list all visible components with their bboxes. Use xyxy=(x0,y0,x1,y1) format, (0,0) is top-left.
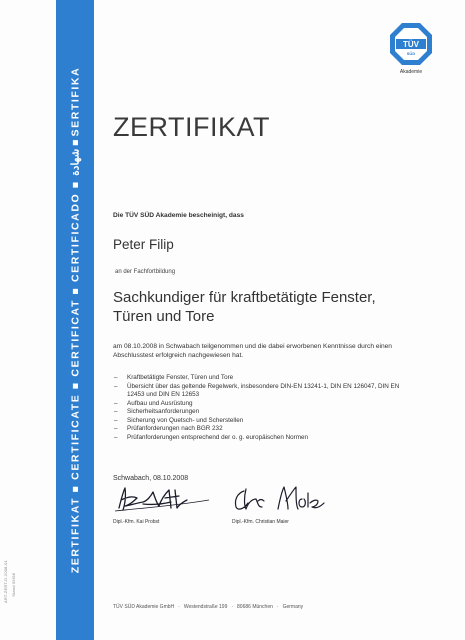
sidebar-band-text: ZERTIFIKAT ■ CERTIFICATE ■ CERTIFICAT ■ CERTIFICADO ■ شهادة ■ SERTIFIKA xyxy=(69,66,82,574)
list-item: – Kraftbetätigte Fenster, Türen und Tore xyxy=(113,374,403,383)
signer-1-name: Dipl.-Kfm. Kai Probst xyxy=(113,519,160,525)
footer-city: 80686 München xyxy=(237,604,273,610)
course-line-1: Sachkundiger für kraftbetätigte Fenster, xyxy=(113,289,376,306)
list-item: – Aufbau und Ausrüstung xyxy=(113,400,403,409)
course-line-2: Türen und Tore xyxy=(113,308,215,325)
tuv-sud-logo xyxy=(389,22,433,66)
sidebar-band-text-container xyxy=(56,0,94,640)
margin-code-1: ART-ZERT-D-2008-01 xyxy=(3,560,8,604)
list-item: – Prüfanforderungen entsprechend der o. g. europäischen Normen xyxy=(113,434,403,443)
completion-statement: am 08.10.2008 in Schwabach teilgenommen und die dabei erworbenen Kenntnisse durch einen Abschlusstest erfolgreich nachgewiesen hat. xyxy=(113,343,392,359)
signer-2-name: Dipl.-Kfm. Christian Maier xyxy=(232,519,289,525)
footer-country: Germany xyxy=(282,604,304,610)
signature-2 xyxy=(228,479,338,519)
footer-address: TÜV SÜD Akademie GmbH · Westendstraße 199 · 80686 München · Germany xyxy=(113,604,304,610)
logo-caption: Akademie xyxy=(399,69,423,75)
logo-sublabel: SÜD xyxy=(406,51,416,56)
certificate-intro: Die TÜV SÜD Akademie bescheinigt, dass xyxy=(113,212,244,219)
topics-list xyxy=(113,374,403,442)
footer-street: Westendstraße 199 xyxy=(183,604,228,610)
list-item: – Sicherung von Quetsch- und Scherstellen xyxy=(113,417,403,426)
list-item: – Übersicht über das geltende Regelwerk, insbesondere DIN-EN 13241-1, DIN EN 126047, DIN EN 12453 und DIN EN 12653 xyxy=(113,383,403,400)
signature-1 xyxy=(113,478,213,518)
certificate-title: ZERTIFIKAT xyxy=(113,112,271,142)
course-title xyxy=(113,288,443,326)
footer-org: TÜV SÜD Akademie GmbH xyxy=(113,604,175,610)
margin-code-2: Stand 05/08 xyxy=(11,573,16,597)
place-date: Schwabach, 08.10.2008 xyxy=(113,475,189,482)
training-line: an der Fachfortbildung xyxy=(115,269,176,275)
list-item: – Prüfanforderungen nach BGR 232 xyxy=(113,425,403,434)
recipient-name: Peter Filip xyxy=(113,237,174,252)
list-item: – Sicherheitsanforderungen xyxy=(113,408,403,417)
logo-label: TÜV xyxy=(403,40,419,49)
